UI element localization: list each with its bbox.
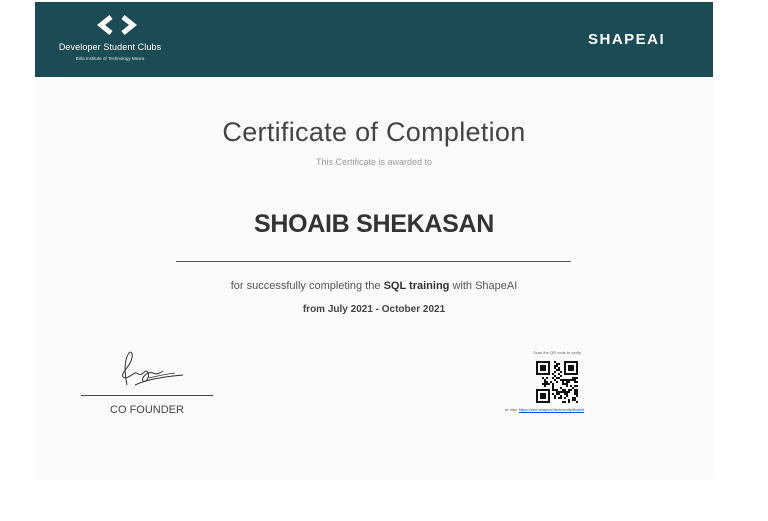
certificate-title: Certificate of Completion <box>222 117 526 147</box>
qr-code-icon[interactable] <box>536 361 578 403</box>
signature-line <box>81 395 213 396</box>
recipient-name: SHOAIB SHEKASAN <box>254 210 494 238</box>
name-divider <box>176 261 571 262</box>
certificate <box>35 2 713 479</box>
completion-prefix: for successfully completing the <box>230 280 381 292</box>
signature-icon <box>105 347 195 395</box>
club-name: Developer Student Clubs <box>58 42 162 52</box>
certificate-header <box>35 2 713 77</box>
brand-logo: SHAPEAI <box>588 31 666 48</box>
awarded-text: This Certificate is awarded to <box>315 157 433 167</box>
qr-caption: Scan the QR code to verify <box>533 350 581 355</box>
completion-suffix: with ShapeAI <box>452 280 518 292</box>
verify-link[interactable]: https://cert.shapeai.tech/verify/8cab6 <box>518 407 584 412</box>
visit-prefix: or visit: <box>505 407 518 412</box>
verify-link-line <box>505 407 584 412</box>
club-subtitle: Birla Institute of Technology Mesra <box>75 56 145 61</box>
course-name: SQL training <box>383 280 450 292</box>
completion-statement <box>35 280 713 292</box>
course-dates: from July 2021 - October 2021 <box>302 304 446 315</box>
signatory-role: CO FOUNDER <box>110 404 184 416</box>
angle-brackets-icon <box>97 14 137 36</box>
